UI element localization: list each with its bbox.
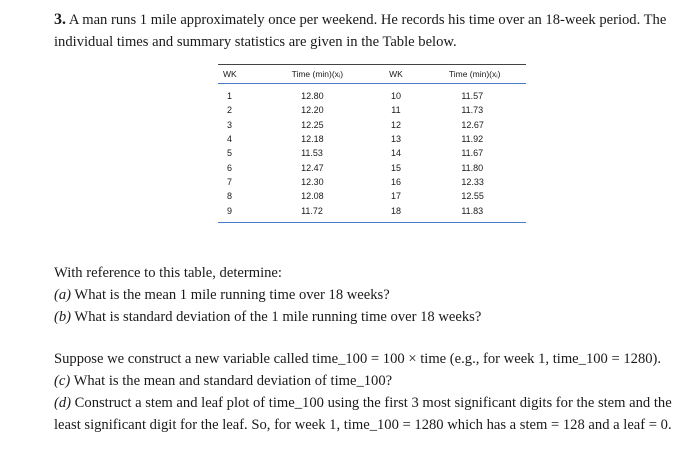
problem-statement <box>54 9 684 53</box>
questions-lead: With reference to this table, determine: <box>54 265 282 281</box>
question-b-text: What is standard deviation of the 1 mile running time over 18 weeks? <box>71 309 482 325</box>
week-cell: 9 <box>218 203 266 222</box>
table-row <box>218 160 526 174</box>
time-cell: 11.67 <box>461 148 484 159</box>
question-d <box>54 392 672 414</box>
time-cell: 11.72 <box>266 203 369 222</box>
header-week-1: WK <box>218 65 266 84</box>
week-cell: 18 <box>369 203 424 222</box>
question-c-label: (c) <box>54 373 71 389</box>
question-d-text: Construct a stem and leaf plot of time_100 using the first 3 most significant digits for the stem and the <box>71 395 672 411</box>
table-row <box>218 103 526 117</box>
week-cell: 4 <box>227 134 233 145</box>
time-cell: 12.25 <box>301 119 324 130</box>
time-cell: 12.20 <box>301 105 324 116</box>
table-header-row <box>218 65 526 84</box>
table-row <box>218 175 526 189</box>
table-row <box>218 118 526 132</box>
problem-number: 3. <box>54 11 66 28</box>
header-week-2: WK <box>369 65 424 84</box>
week-cell: 14 <box>390 148 401 159</box>
header-time-1: Time (min)(xᵢ) <box>266 65 369 84</box>
questions-a-b <box>54 262 481 328</box>
week-cell: 15 <box>390 162 401 173</box>
table-row <box>218 84 526 104</box>
week-cell: 2 <box>227 105 233 116</box>
question-a-label: (a) <box>54 287 72 303</box>
table-row <box>218 132 526 146</box>
question-c <box>54 370 672 392</box>
week-cell: 7 <box>227 176 233 187</box>
time-cell: 12.33 <box>461 176 484 187</box>
running-times-table <box>218 64 526 223</box>
week-cell: 6 <box>227 162 233 173</box>
question-a-text: What is the mean 1 mile running time over 18 weeks? <box>71 287 390 303</box>
header-time-2: Time (min)(xᵢ) <box>423 65 526 84</box>
time100-definition: Suppose we construct a new variable called time_100 = 100 × time (e.g., for week 1, time_100 = 1280). <box>54 351 662 367</box>
time-cell: 11.80 <box>461 162 484 173</box>
question-c-text: What is the mean and standard deviation of time_100? <box>70 373 393 389</box>
week-cell: 13 <box>390 134 401 145</box>
questions-c-d <box>54 348 672 436</box>
week-cell: 12 <box>390 119 401 130</box>
week-cell: 5 <box>227 148 233 159</box>
week-cell: 3 <box>227 119 233 130</box>
time-cell: 12.30 <box>301 176 324 187</box>
question-d-label: (d) <box>54 395 72 411</box>
time-cell: 11.57 <box>461 91 484 102</box>
table-row <box>218 146 526 160</box>
week-cell: 8 <box>227 191 233 202</box>
week-cell: 10 <box>390 91 401 102</box>
time-cell: 12.18 <box>301 134 324 145</box>
intro-line-1 <box>54 9 684 31</box>
time-cell: 12.80 <box>301 91 324 102</box>
table-row <box>218 203 526 222</box>
week-cell: 16 <box>390 176 401 187</box>
week-cell: 17 <box>390 191 401 202</box>
question-b <box>54 306 481 328</box>
intro-line-2: individual times and summary statistics are given in the Table below. <box>54 34 457 50</box>
table-row <box>218 189 526 203</box>
time-cell: 12.47 <box>301 162 324 173</box>
time-cell: 11.83 <box>423 203 526 222</box>
question-d-continued: least significant digit for the leaf. So, for week 1, time_100 = 1280 which has a stem = 128 and a leaf = 0. <box>54 417 672 433</box>
time-cell: 11.53 <box>301 148 323 159</box>
time-cell: 11.92 <box>461 134 484 145</box>
week-cell: 1 <box>227 91 233 102</box>
question-a <box>54 284 481 306</box>
time-cell: 11.73 <box>461 105 484 116</box>
intro-text-1: A man runs 1 mile approximately once per weekend. He records his time over an 18-week period. The <box>68 12 667 28</box>
question-b-label: (b) <box>54 309 72 325</box>
week-cell: 11 <box>391 105 401 116</box>
time-cell: 12.55 <box>461 191 484 202</box>
time-cell: 12.08 <box>301 191 324 202</box>
time-cell: 12.67 <box>461 119 484 130</box>
